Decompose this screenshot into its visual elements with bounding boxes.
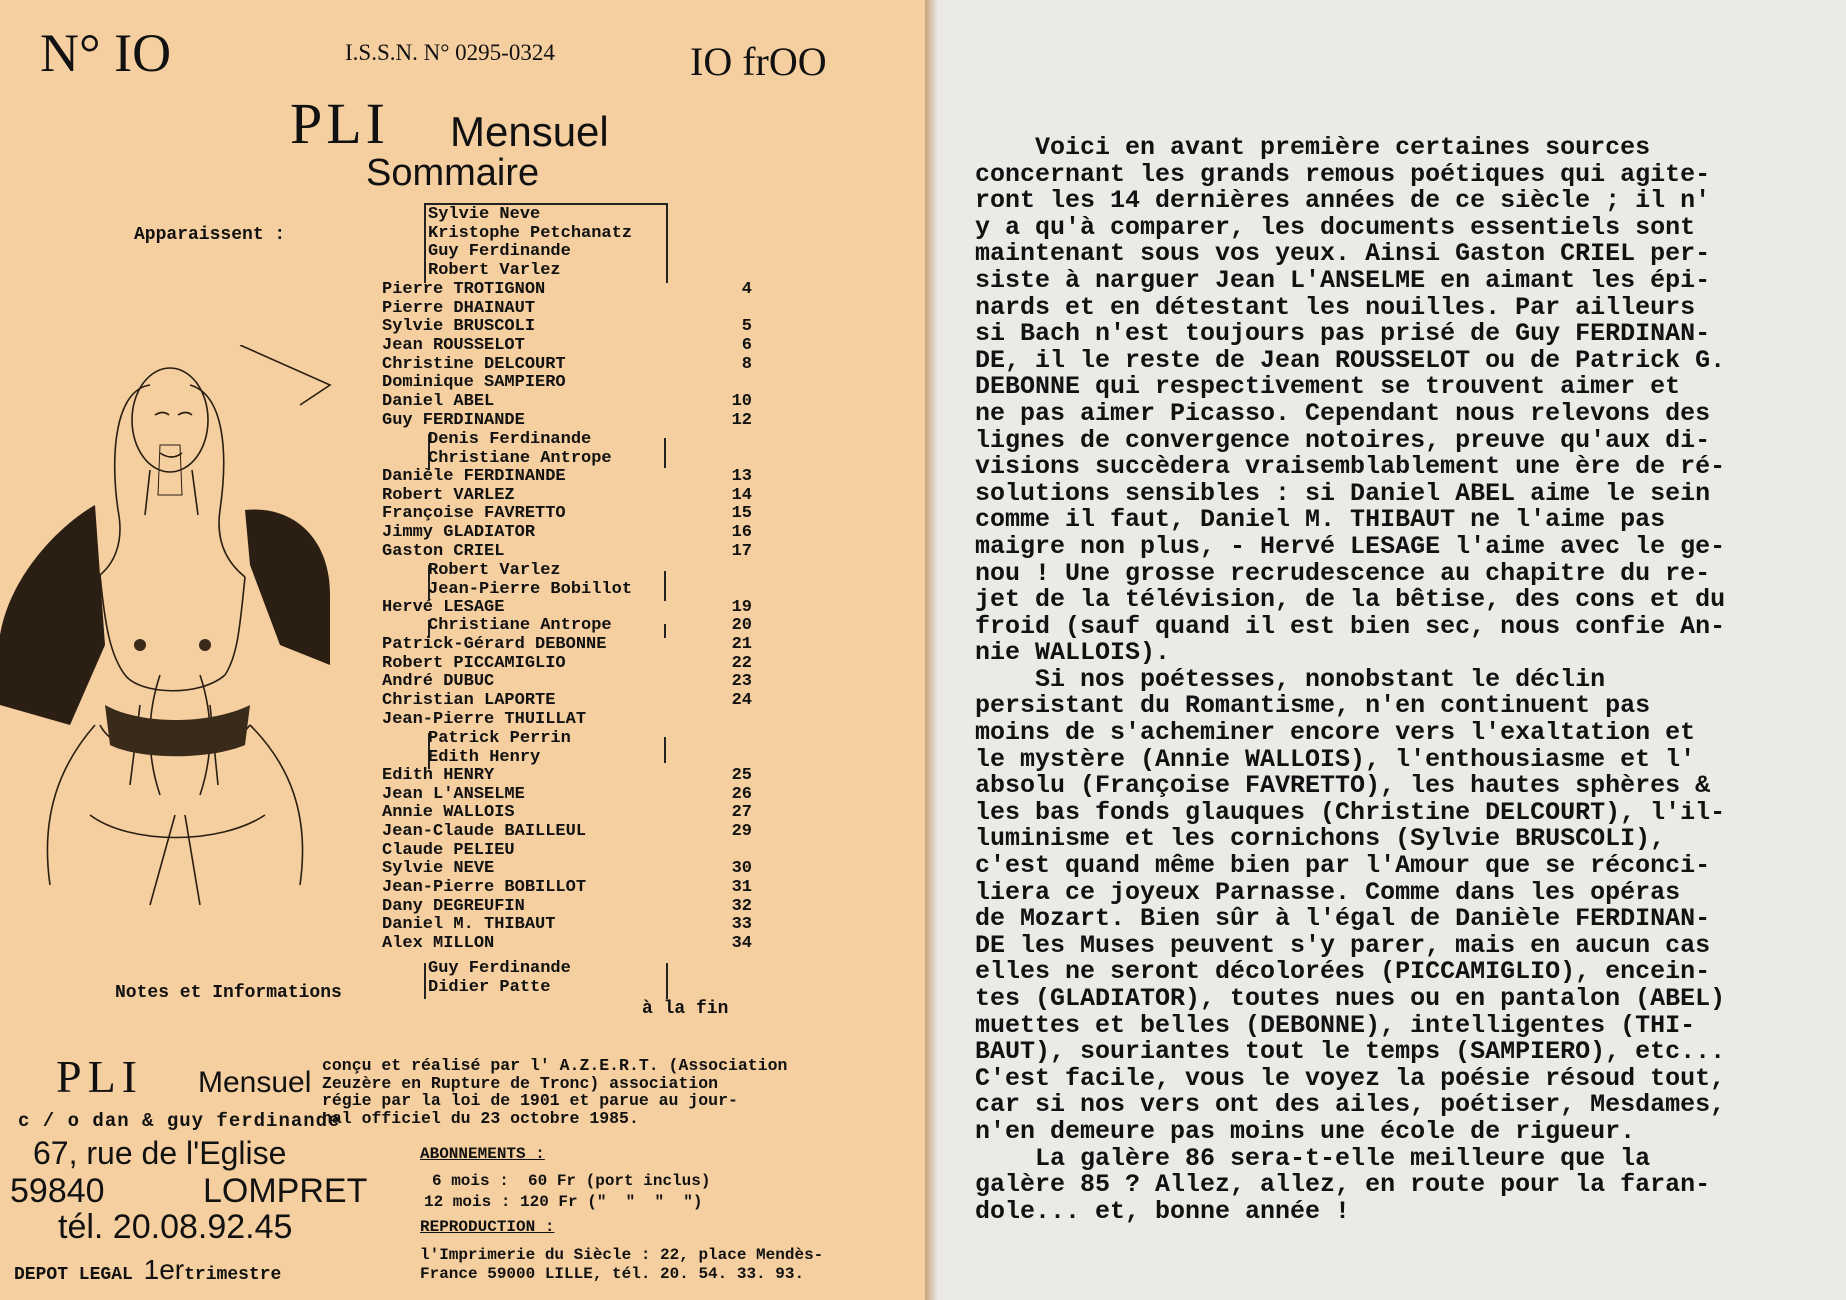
toc-author-name: Hervé LESAGE — [382, 597, 505, 617]
depot-er: er — [159, 1254, 185, 1285]
toc-group-a — [428, 431, 612, 468]
toc-group-c — [428, 617, 612, 636]
toc-entry — [382, 765, 752, 786]
toc-entry — [382, 672, 752, 692]
editorial-line: Voici en avant première certaines sources — [975, 133, 1651, 162]
toc-group-name: Edith Henry — [428, 747, 541, 767]
toc-page-number: 27 — [731, 803, 752, 823]
editorial-line: Si nos poétesses, nonobstant le déclin — [975, 664, 1606, 694]
depot-legal-label: DEPOT LEGAL — [14, 1265, 133, 1285]
toc-author-name: Christine DELCOURT — [382, 354, 566, 374]
toc-page-number: 29 — [731, 821, 752, 841]
toc-group-name: Jean-Pierre Bobillot — [428, 579, 633, 599]
editorial-line: muettes et belles (DEBONNE), intelligentes (THI- — [975, 1010, 1696, 1040]
toc-group-name: Patrick Perrin — [428, 729, 571, 748]
toc-group-c-bracket-end — [664, 624, 666, 638]
toc-entry — [382, 392, 752, 412]
toc-author-name: Pierre TROTIGNON — [382, 280, 546, 299]
abonnements-heading: ABONNEMENTS : — [420, 1145, 545, 1163]
postcode: 59840 — [10, 1172, 105, 1210]
issue-price: IO frOO — [690, 39, 827, 84]
editorial-line: maintenant sous vos yeux. Ainsi Gaston CRIEL per- — [975, 239, 1711, 269]
editorial-text — [975, 135, 1795, 1225]
toc-page-number: 12 — [731, 410, 752, 430]
a-la-fin-label: à la fin — [642, 999, 729, 1019]
toc-entry — [382, 522, 752, 543]
toc-page-number: 25 — [731, 765, 752, 785]
toc-group-d — [428, 730, 571, 767]
toc-entry — [382, 354, 752, 375]
page-gutter — [925, 0, 937, 1300]
toc-intro-group — [428, 206, 632, 281]
toc-author-name: Robert PICCAMIGLIO — [382, 653, 566, 673]
toc-entry — [382, 541, 752, 562]
editorial-line: galère 85 ? Allez, allez, en route pour la faran- — [975, 1170, 1711, 1200]
toc-author-name: Pierre DHAINAUT — [382, 298, 536, 318]
toc-entry — [382, 653, 752, 674]
editorial-line: dole... et, bonne année ! — [975, 1196, 1351, 1226]
editorial-line: DE les Muses peuvent s'y parer, mais en aucun cas — [975, 930, 1711, 960]
toc-page-number: 16 — [731, 522, 752, 542]
editorial-line: jet de la télévision, de la bêtise, des cons et du — [975, 585, 1726, 615]
toc-page-number: 32 — [731, 896, 752, 916]
credit-line: nal officiel du 23 octobre 1985. — [322, 1108, 639, 1128]
toc-entry — [382, 280, 752, 300]
pinup-illustration — [0, 345, 360, 915]
editorial-line: le mystère (Annie WALLOIS), l'enthousiasme et l' — [975, 744, 1696, 774]
toc-page-number: 6 — [741, 336, 752, 356]
toc-author-name: Françoise FAVRETTO — [382, 504, 566, 524]
editorial-line: La galère 86 sera-t-elle meilleure que la — [975, 1143, 1651, 1173]
toc-author-name: Patrick-Gérard DEBONNE — [382, 635, 607, 655]
toc-notes-name: Didier Patte — [428, 977, 551, 997]
toc-author-name: Edith HENRY — [382, 765, 495, 785]
editorial-line: ront les 14 dernières années de ce siècle ; il n' — [975, 186, 1711, 216]
editorial-line: y a qu'à comparer, les documents essentiels sont — [975, 212, 1696, 242]
editorial-line: solutions sensibles : si Daniel ABEL aime le sein — [975, 478, 1711, 508]
toc-author-name: Daniel ABEL — [382, 392, 495, 412]
toc-group-name: Christiane Antrope — [428, 448, 612, 468]
depot-number: 1 — [143, 1254, 160, 1285]
toc-page-number: 26 — [731, 784, 752, 804]
apparaissent-label: Apparaissent : — [134, 225, 286, 245]
editorial-line: concernant les grands remous poétiques qui agite- — [975, 159, 1711, 189]
toc-author-name: Sylvie BRUSCOLI — [382, 317, 536, 337]
editorial-line: DE, il le reste de Jean ROUSSELOT ou de Patrick G. — [975, 345, 1726, 375]
toc-author-name: Jean-Claude BAILLEUL — [382, 821, 587, 841]
editorial-line: moins de s'acheminer encore vers l'exaltation et — [975, 718, 1696, 748]
toc-entry — [382, 896, 752, 917]
toc-author-name: Alex MILLON — [382, 934, 495, 954]
toc-intro-name: Sylvie Neve — [428, 205, 541, 224]
reproduction-heading: REPRODUCTION : — [420, 1218, 555, 1236]
reproduction-block — [420, 1246, 823, 1284]
toc-page-number: 5 — [741, 317, 752, 337]
editorial-line: les bas fonds glauques (Christine DELCOURT), l'il- — [975, 797, 1726, 827]
editorial-line: absolu (Françoise FAVRETTO), les hautes sphères & — [975, 771, 1711, 801]
toc-page-number: 31 — [731, 878, 752, 897]
toc-entry — [382, 466, 752, 487]
depot-trimestre: trimestre — [184, 1265, 282, 1285]
toc-page-number: 17 — [731, 541, 752, 561]
toc-page-number: 34 — [731, 934, 752, 954]
editorial-line: c'est quand même bien par l'Amour que se réconci- — [975, 851, 1711, 881]
credit-block — [322, 1057, 787, 1127]
toc-group-b — [428, 562, 632, 599]
toc-author-name: Danièle FERDINANDE — [382, 466, 566, 486]
notes-label: Notes et Informations — [115, 983, 342, 1003]
editorial-line: lignes de convergence notoires, preuve qu'aux di- — [975, 425, 1711, 455]
toc-page-number: 30 — [731, 859, 752, 879]
toc-notes-name: Guy Ferdinande — [428, 959, 571, 978]
toc-page-number: 10 — [731, 392, 752, 412]
editorial-line: de Mozart. Bien sûr à l'égal de Danièle FERDINAN- — [975, 904, 1711, 934]
editorial-line: elles ne seront décolorées (PICCAMIGLIO), encein- — [975, 957, 1711, 987]
toc-entry — [382, 635, 752, 655]
colophon-subtitle: Mensuel — [198, 1066, 312, 1099]
editorial-line: liera ce joyeux Parnasse. Comme dans les opéras — [975, 877, 1681, 907]
toc-entry — [382, 374, 742, 393]
editorial-line: persistant du Romantisme, n'en continuent pas — [975, 691, 1651, 721]
toc-page-number: 33 — [731, 915, 752, 935]
editorial-line: C'est facile, vous le voyez la poésie résoud tout, — [975, 1063, 1726, 1093]
toc-page-number: 8 — [741, 354, 752, 374]
toc-entry — [382, 410, 752, 431]
credit-line: régie par la loi de 1901 et parue au jour- — [322, 1091, 738, 1110]
editorial-line: BAUT), souriantes tout le temps (SAMPIERO), etc... — [975, 1037, 1726, 1067]
toc-intro-name: Kristophe Petchanatz — [428, 223, 633, 243]
reproduction-line: l'Imprimerie du Siècle : 22, place Mendès- — [420, 1246, 824, 1264]
toc-intro-name: Robert Varlez — [428, 261, 561, 281]
toc-page-number: 21 — [731, 635, 752, 655]
toc-entry — [382, 317, 752, 337]
credit-line: conçu et réalisé par l' A.Z.E.R.T. (Association — [322, 1056, 788, 1075]
toc-intro-name: Guy Ferdinande — [428, 242, 571, 262]
toc-group-name: Robert Varlez — [428, 561, 561, 580]
toc-author-name: Jean ROUSSELOT — [382, 336, 525, 356]
toc-entry — [382, 597, 752, 618]
editorial-line: visions succèdera vraisemblablement une ère de ré- — [975, 452, 1726, 482]
toc-author-name: Gaston CRIEL — [382, 541, 505, 561]
toc-author-name: Sylvie NEVE — [382, 859, 495, 879]
toc-page-number: 15 — [731, 504, 752, 524]
toc-page-number: 24 — [731, 691, 752, 711]
toc-entry — [382, 934, 752, 954]
toc-author-name: Daniel M. THIBAUT — [382, 915, 556, 935]
editorial-line: n'en demeure pas moins une école de rigueur. — [975, 1116, 1636, 1146]
depot-legal — [14, 1254, 281, 1286]
editorial-line: si Bach n'est toujours pas prisé de Guy FERDINAN- — [975, 319, 1711, 349]
toc-page-number: 13 — [731, 466, 752, 486]
toc-entry — [382, 711, 742, 730]
toc-entry — [382, 821, 752, 842]
colophon-title: PLI — [56, 1051, 143, 1102]
toc-author-name: Jean-Pierre THUILLAT — [382, 709, 587, 729]
toc-author-name: Christian LAPORTE — [382, 691, 556, 711]
issue-number: N° IO — [40, 23, 172, 83]
sommaire-heading: Sommaire — [366, 152, 540, 194]
editorial-line: siste à narguer Jean L'ANSELME en aimant les épi- — [975, 265, 1711, 295]
editorial-line: car si nos vers ont des ailes, poétiser, Mesdames, — [975, 1090, 1726, 1120]
toc-group-d-bracket-end — [664, 737, 666, 763]
toc-group-b-bracket-end — [664, 571, 666, 601]
toc-page-number: 22 — [731, 653, 752, 673]
care-of-line: c / o dan & guy ferdinande — [18, 1110, 341, 1132]
toc-author-name: Jean L'ANSELME — [382, 784, 525, 804]
editorial-line: nards et en détestant les nouilles. Par ailleurs — [975, 292, 1696, 322]
credit-line: Zeuzère en Rupture de Tronc) association — [322, 1073, 719, 1093]
abonnement-6-mois: 6 mois : 60 Fr (port inclus) — [432, 1172, 711, 1190]
toc-page-number: 20 — [731, 616, 752, 636]
toc-page-number: 23 — [731, 672, 752, 692]
toc-author-name: Claude PELIEU — [382, 840, 515, 860]
city: LOMPRET — [203, 1172, 368, 1210]
editorial-line: froid (sauf quand il est bien sec, nous confie An- — [975, 611, 1726, 641]
editorial-line: tes (GLADIATOR), toutes nues ou en pantalon (ABEL) — [975, 984, 1726, 1013]
toc-page-number: 14 — [731, 485, 752, 505]
toc-entry — [382, 803, 752, 823]
toc-entry — [382, 336, 752, 356]
toc-entry — [382, 485, 752, 506]
toc-page-number: 4 — [741, 280, 752, 299]
editorial-line: ne pas aimer Picasso. Cependant nous relevons des — [975, 398, 1711, 428]
toc-entry — [382, 300, 742, 319]
toc-author-name: André DUBUC — [382, 672, 495, 692]
magazine-title: PLI — [290, 91, 389, 156]
toc-author-name: Robert VARLEZ — [382, 485, 515, 505]
editorial-line: luminisme et les cornichons (Sylvie BRUSCOLI), — [975, 824, 1666, 854]
abonnement-12-mois: 12 mois : 120 Fr (" " " ") — [424, 1193, 703, 1211]
toc-entry — [382, 691, 752, 711]
phone-number: tél. 20.08.92.45 — [58, 1208, 293, 1246]
toc-entry — [382, 878, 752, 898]
toc-group-name: Christiane Antrope — [428, 616, 612, 635]
editorial-line: DEBONNE qui respectivement se trouvent aimer et — [975, 372, 1681, 402]
magazine-subtitle: Mensuel — [450, 108, 609, 155]
toc-entry — [382, 784, 752, 805]
toc-group-a-bracket-end — [664, 438, 666, 468]
toc-page-number: 19 — [731, 597, 752, 617]
toc-author-name: Jean-Pierre BOBILLOT — [382, 878, 587, 897]
toc-entry — [382, 859, 752, 879]
editorial-line: comme il faut, Daniel M. THIBAUT ne l'aime pas — [975, 505, 1666, 535]
toc-author-name: Dominique SAMPIERO — [382, 373, 566, 393]
toc-group-name: Denis Ferdinande — [428, 430, 592, 449]
toc-entry — [382, 504, 752, 524]
editorial-line: nou ! Une grosse recrudescence au chapitre du re- — [975, 558, 1711, 588]
toc-author-name: Jimmy GLADIATOR — [382, 522, 536, 542]
editorial-line: maigre non plus, - Hervé LESAGE l'aime avec le ge- — [975, 531, 1726, 561]
toc-notes-group — [428, 960, 571, 997]
toc-author-name: Dany DEGREUFIN — [382, 896, 525, 916]
toc-entry — [382, 915, 752, 935]
toc-author-name: Guy FERDINANDE — [382, 410, 525, 430]
editorial-line: nie WALLOIS). — [975, 638, 1171, 668]
street-address: 67, rue de l'Eglise — [33, 1135, 287, 1171]
reproduction-line: France 59000 LILLE, tél. 20. 54. 33. 93. — [420, 1265, 805, 1283]
issn-number: I.S.S.N. N° 0295-0324 — [345, 40, 555, 65]
toc-entry — [382, 842, 742, 861]
toc-author-name: Annie WALLOIS — [382, 803, 515, 823]
